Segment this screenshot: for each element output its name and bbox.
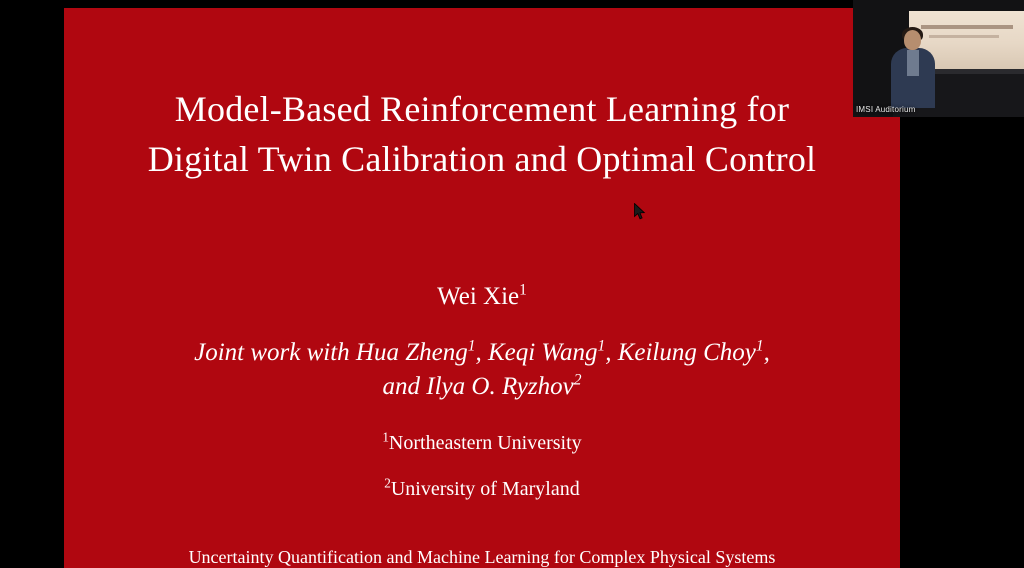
affiliation-1-name: Northeastern University: [388, 432, 582, 454]
slide-title-line-2: Digital Twin Calibration and Optimal Control: [147, 139, 817, 179]
coauthors-line-1-part-4: ,: [763, 339, 770, 366]
slide-title-line-1: Model-Based Reinforcement Learning for: [174, 89, 790, 129]
slide-content: [64, 8, 900, 568]
coauthors-line-2: and Ilya O. Ryzhov: [382, 373, 574, 400]
slide-author: [64, 282, 900, 312]
coauthor-marker-2: 1: [597, 337, 606, 355]
speaker-head: [904, 30, 921, 50]
presentation-slide[interactable]: [64, 8, 900, 568]
speaker-shirt: [907, 50, 919, 76]
affiliation-2: [64, 475, 900, 501]
mouse-pointer-icon: [634, 203, 646, 221]
affiliation-2-name: University of Maryland: [390, 478, 580, 500]
venue-text: Uncertainty Quantification and Machine Learning for Complex Physical Systems: [188, 547, 776, 567]
webcam-thumbnail[interactable]: [853, 0, 1024, 117]
slide-title: [64, 84, 900, 184]
coauthors-line-1-part-2: , Keqi Wang: [475, 339, 598, 366]
coauthors-line-1-part-3: , Keilung Choy: [605, 339, 756, 366]
projection-screen-line-2: [929, 35, 999, 38]
affiliation-1: [64, 429, 900, 455]
slide-coauthors: [64, 336, 900, 404]
coauthor-marker-1: 1: [467, 337, 476, 355]
projection-screen-line-1: [921, 25, 1013, 29]
coauthors-line-1-part-1: Joint work with Hua Zheng: [194, 339, 468, 366]
author-affiliation-marker: 1: [519, 281, 527, 299]
coauthor-marker-3: 1: [755, 337, 764, 355]
webcam-label: IMSI Auditorium: [856, 105, 916, 114]
affiliation-2-marker: 2: [384, 475, 391, 491]
author-name: Wei Xie: [437, 283, 520, 310]
coauthor-marker-4: 2: [573, 371, 582, 389]
affiliation-1-marker: 1: [382, 429, 389, 445]
